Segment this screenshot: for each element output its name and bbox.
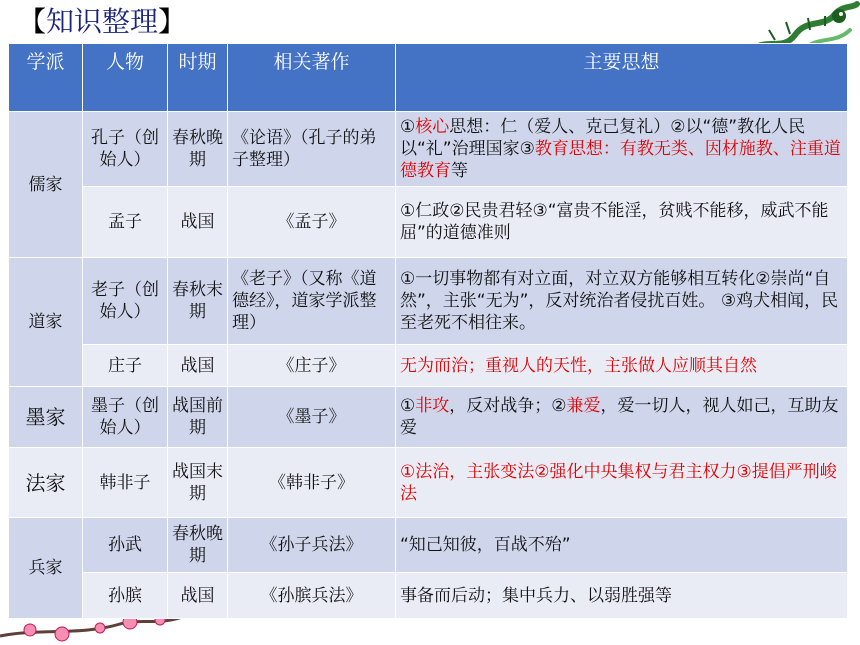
thought-cell <box>396 518 848 573</box>
period-cell: 战国 <box>168 187 228 258</box>
thought-cell <box>396 258 848 345</box>
thought-cell <box>396 448 848 518</box>
table-header-row <box>9 44 848 112</box>
thought-text: 事备而后动；集中兵力、以弱胜强等 <box>400 585 672 606</box>
highlight-text: 非攻 <box>415 396 450 416</box>
header-works: 相关著作 <box>228 44 396 112</box>
table-row <box>9 258 848 345</box>
title-open-bracket: 【 <box>18 5 47 38</box>
person-cell: 墨子（创始人） <box>83 387 168 448</box>
school-cell: 道家 <box>9 258 83 387</box>
table-row <box>9 345 848 387</box>
person-cell: 孙膑 <box>83 573 168 619</box>
highlight-text: 核心 <box>415 117 450 137</box>
period-cell: 战国 <box>168 573 228 619</box>
thought-text: ，反对战争；② <box>449 396 567 416</box>
table-row <box>9 573 848 619</box>
period-cell: 战国末期 <box>168 448 228 518</box>
period-cell: 春秋晚期 <box>168 518 228 573</box>
period-cell: 战国 <box>168 345 228 387</box>
person-cell: 孔子（创始人） <box>83 112 168 187</box>
work-cell: 《墨子》 <box>228 387 396 448</box>
header-school: 学派 <box>9 44 83 112</box>
header-period: 时期 <box>168 44 228 112</box>
thought-text: 等 <box>451 161 468 181</box>
thought-text: ① <box>400 117 416 137</box>
person-cell: 庄子 <box>83 345 168 387</box>
work-cell: 《庄子》 <box>228 345 396 387</box>
work-cell: 《孟子》 <box>228 187 396 258</box>
header-main-thought: 主要思想 <box>396 44 848 112</box>
period-cell: 战国前期 <box>168 387 228 448</box>
table-row <box>9 112 848 187</box>
thought-text: ① <box>400 396 416 416</box>
period-cell: 春秋末期 <box>168 258 228 345</box>
table-row <box>9 518 848 573</box>
highlight-text: 无为而治；重视人的天性，主张做人应顺其自然 <box>400 355 757 376</box>
work-cell: 《孙子兵法》 <box>228 518 396 573</box>
thought-cell <box>396 187 848 258</box>
thought-cell <box>396 573 848 619</box>
period-cell: 春秋晚期 <box>168 112 228 187</box>
header-person: 人物 <box>83 44 168 112</box>
school-cell: 儒家 <box>9 112 83 258</box>
person-cell: 孟子 <box>83 187 168 258</box>
person-cell: 韩非子 <box>83 448 168 518</box>
person-cell: 老子（创始人） <box>83 258 168 345</box>
school-cell: 兵家 <box>9 518 83 619</box>
thought-text: 思想：仁（爱人、克己复礼）②以“德”教化人民以“礼”治理国家③ <box>400 117 806 159</box>
table-row <box>9 448 848 518</box>
highlight-text: 教育思想：有教无类、因材施教、注重道德教育 <box>400 139 841 181</box>
work-cell: 《韩非子》 <box>228 448 396 518</box>
thought-text: “知己知彼，百战不殆” <box>400 535 571 555</box>
thought-text: ①一切事物都有对立面，对立双方能够相互转化②崇尚“自然”，主张“无为”，反对统治者侵扰百姓。 ③鸡犬相闻，民至老死不相往来。 <box>400 269 839 333</box>
knowledge-table <box>8 43 848 619</box>
thought-cell <box>396 387 848 448</box>
work-cell: 《老子》（又称《道德经》，道家学派整理） <box>228 258 396 345</box>
title-text: 知识整理 <box>46 5 159 38</box>
title-close-bracket: 】 <box>158 5 187 38</box>
work-cell: 《孙膑兵法》 <box>228 573 396 619</box>
work-cell: 《论语》（孔子的弟子整理） <box>228 112 396 187</box>
thought-cell <box>396 112 848 187</box>
thought-cell <box>396 345 848 387</box>
school-cell: 法家 <box>9 448 83 518</box>
thought-text: ，爱一切人，视人如己，互助友爱 <box>400 396 839 438</box>
table-row <box>9 387 848 448</box>
highlight-text: 兼爱 <box>566 396 601 416</box>
highlight-text: ①法治，主张变法②强化中央集权与君主权力③提倡严刑峻法 <box>400 461 837 504</box>
page-title <box>18 3 186 41</box>
person-cell: 孙武 <box>83 518 168 573</box>
school-cell: 墨家 <box>9 387 83 448</box>
thought-text: ①仁政②民贵君轻③“富贵不能淫，贫贱不能移，威武不能屈”的道德准则 <box>400 201 829 243</box>
table-row <box>9 187 848 258</box>
